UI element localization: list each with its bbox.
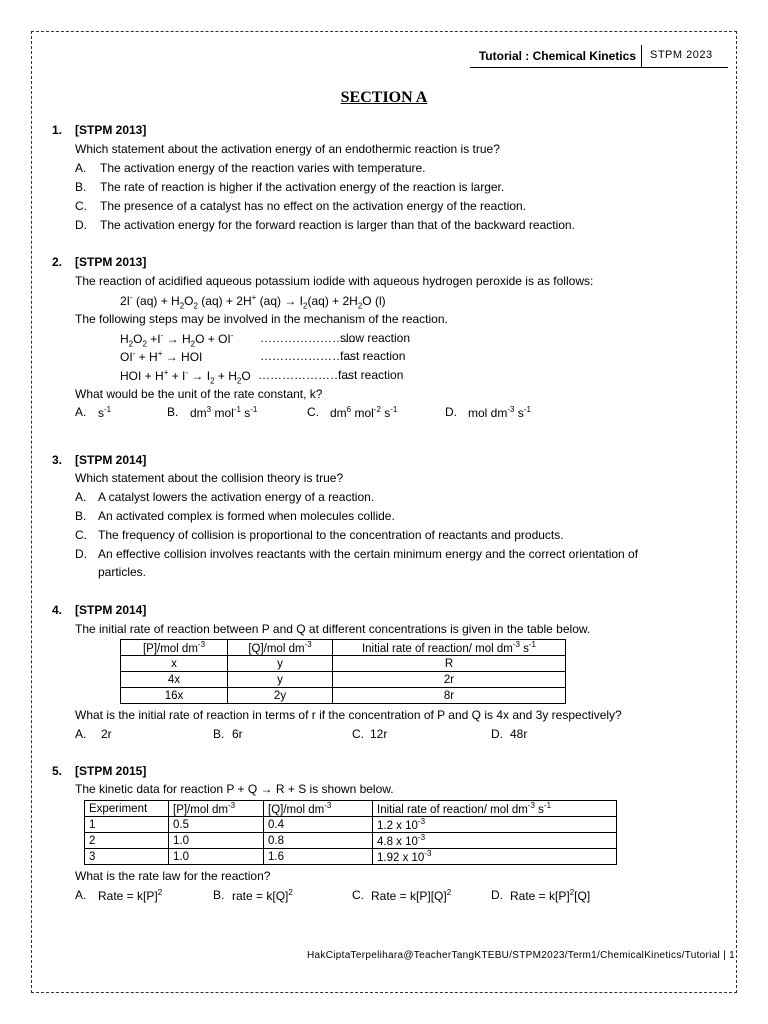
q4-question: What is the initial rate of reaction in terms of r if the concentration of P and Q is 4x and 3y respectively? [75, 708, 622, 722]
q1-tag: [STPM 2013] [75, 123, 147, 137]
table-cell: 0.4 [264, 817, 373, 833]
q2-option-d: mol $dm^{-3}$ $s^{-1}$ [468, 405, 531, 420]
table-cell: 1 [85, 817, 169, 833]
col-header-experiment: Experiment [85, 801, 169, 817]
q4-option-text: 48r [510, 727, 528, 741]
q2-overall-equation: 2I- $(aq) + H_2O_2$ (aq) + 2H+ $(aq) \to I_2(aq) + 2H_2O$ (l) [120, 293, 386, 311]
q2-option-letter: C. [307, 405, 319, 419]
q2-option-c: $dm^6$ mol$^{-2}$ $s^{-1}$ [330, 405, 398, 420]
q4-data-table [120, 639, 566, 704]
q2-intro: The reaction of acidified aqueous potassium iodide with aqueous hydrogen peroxide is as follows: [75, 274, 594, 288]
table-cell: R [333, 656, 566, 672]
q2-tag: [STPM 2013] [75, 255, 147, 269]
q5-number: 5. [52, 764, 63, 778]
q3-option-text: An effective collision involves reactants with the certain minimum energy and the correct orientation of [98, 547, 639, 561]
q4-option-letter: D. [491, 727, 503, 741]
q2-step-label: fast reaction [340, 349, 406, 363]
table-header-row [121, 640, 566, 656]
q2-step-dots: …………………… [260, 331, 356, 345]
q1-option-letter: D. [75, 218, 87, 232]
q1-option-text: The activation energy for the forward reaction is larger than that of the backward reaction. [100, 218, 575, 232]
q5-data-table [84, 800, 617, 865]
q1-option-text: The presence of a catalyst has no effect on the activation energy of the reaction. [100, 199, 527, 213]
table-cell: 1.0 [169, 833, 264, 849]
q3-option-text: A catalyst lowers the activation energy of a reaction. [98, 490, 375, 504]
table-cell: 1.92 x $10^{-3}$ [373, 849, 617, 865]
col-header-p: [P]/mol $dm^{-3}$ [121, 640, 228, 656]
q2-step-dots: …………………… [260, 349, 356, 363]
table-cell: x [121, 656, 228, 672]
col-header-q: [Q]/mol $dm^{-3}$ [264, 801, 373, 817]
q3-option-text-continued: particles. [98, 565, 147, 579]
q1-option-letter: C. [75, 199, 87, 213]
table-row [121, 688, 566, 704]
table-row [121, 656, 566, 672]
header-course: Tutorial : Chemical Kinetics [478, 49, 636, 63]
q2-question: What would be the unit of the rate constant, k? [75, 387, 323, 401]
q5-option-a: Rate = $k[P]^2$ [98, 888, 163, 903]
table-cell: 0.8 [264, 833, 373, 849]
table-cell: y [228, 656, 333, 672]
table-cell: 3 [85, 849, 169, 865]
table-row [85, 833, 617, 849]
q2-option-b: $dm^3$ mol$^{-1}$ $s^{-1}$ [190, 405, 258, 420]
table-cell: 8r [333, 688, 566, 704]
table-cell: 1.6 [264, 849, 373, 865]
q1-option-text: The rate of reaction is higher if the activation energy of the reaction is larger. [100, 180, 505, 194]
q5-option-letter: A. [75, 888, 87, 902]
q3-tag: [STPM 2014] [75, 453, 147, 467]
page-footer: HakCiptaTerpelihara@TeacherTangKTEBU/STPM2023/Term1/ChemicalKinetics/Tutorial | 1 [307, 950, 735, 961]
q2-step-label: slow reaction [340, 331, 411, 345]
q5-option-letter: B. [213, 888, 225, 902]
q1-option-text: The activation energy of the reaction varies with temperature. [100, 161, 426, 175]
table-cell: 4x [121, 672, 228, 688]
q5-option-d: Rate = $k[P]^2[Q]$ [510, 888, 591, 903]
q5-option-letter: D. [491, 888, 503, 902]
q1-option-letter: A. [75, 161, 87, 175]
q4-intro: The initial rate of reaction between P and Q at different concentrations is given in the table below. [75, 622, 591, 636]
col-header-rate: Initial rate of reaction/ mol $dm^{-3}$ $s^{-1}$ [333, 640, 566, 656]
table-row [121, 672, 566, 688]
q3-option-letter: C. [75, 528, 87, 542]
q3-option-letter: A. [75, 490, 87, 504]
col-header-p: [P]/mol $dm^{-3}$ [169, 801, 264, 817]
q2-step-label: fast reaction [338, 368, 404, 382]
q5-option-letter: C. [352, 888, 364, 902]
section-title: SECTION A [340, 89, 428, 106]
table-row [85, 849, 617, 865]
table-header-row [85, 801, 617, 817]
q5-intro: The kinetic data for reaction P + Q → R + S is shown below. [75, 782, 394, 796]
q5-question: What is the rate law for the reaction? [75, 869, 271, 883]
q4-option-text: 12r [370, 727, 388, 741]
q5-tag: [STPM 2015] [75, 764, 147, 778]
q4-option-letter: B. [213, 727, 225, 741]
q2-number: 2. [52, 255, 63, 269]
table-cell: 2 [85, 833, 169, 849]
q2-step-equation: OI- + H+ → HOI [120, 349, 203, 364]
q1-option-letter: B. [75, 180, 87, 194]
q4-option-text: 6r [232, 727, 243, 741]
table-cell: 16x [121, 688, 228, 704]
q3-option-text: The frequency of collision is proportional to the concentration of reactants and products. [98, 528, 564, 542]
table-row [85, 817, 617, 833]
table-cell: 1.0 [169, 849, 264, 865]
q1-question: Which statement about the activation energy of an endothermic reaction is true? [75, 142, 500, 156]
q4-number: 4. [52, 603, 63, 617]
q2-mechanism-intro: The following steps may be involved in the mechanism of the reaction. [75, 312, 448, 326]
q5-option-b: rate = $k[Q]^2$ [232, 888, 293, 903]
q2-option-a: $s^{-1}$ [98, 405, 112, 420]
q4-option-letter: C. [352, 727, 364, 741]
col-header-q: [Q]/mol $dm^{-3}$ [228, 640, 333, 656]
table-cell: 0.5 [169, 817, 264, 833]
table-cell: 1.2 x $10^{-3}$ [373, 817, 617, 833]
q3-number: 3. [52, 453, 63, 467]
table-cell: 2r [333, 672, 566, 688]
header-divider [641, 45, 642, 67]
table-cell: 2y [228, 688, 333, 704]
q1-number: 1. [52, 123, 63, 137]
page-header [470, 45, 728, 68]
q3-option-letter: D. [75, 547, 87, 561]
q2-option-letter: A. [75, 405, 87, 419]
q4-option-letter: A. [75, 727, 87, 741]
q5-option-c: Rate = $k[P][Q]^2$ [371, 888, 452, 903]
q2-option-letter: D. [445, 405, 457, 419]
q3-option-letter: B. [75, 509, 87, 523]
q4-option-text: 2r [101, 727, 112, 741]
q2-step-equation: $H_2O_2 +I^- \to H_2O + OI^-$ [120, 331, 234, 349]
q2-step-dots: …………………… [258, 368, 354, 382]
q2-option-letter: B. [167, 405, 179, 419]
table-cell: y [228, 672, 333, 688]
header-exam: STPM 2023 [650, 49, 713, 61]
q3-question: Which statement about the collision theory is true? [75, 471, 344, 485]
q4-tag: [STPM 2014] [75, 603, 147, 617]
q3-option-text: An activated complex is formed when molecules collide. [98, 509, 395, 523]
col-header-rate: Initial rate of reaction/ mol $dm^{-3}$ $s^{-1}$ [373, 801, 617, 817]
q2-step-equation: HOI + $H^+ + I^- \to I_2 + H_2O$ [120, 368, 251, 386]
table-cell: 4.8 x $10^{-3}$ [373, 833, 617, 849]
